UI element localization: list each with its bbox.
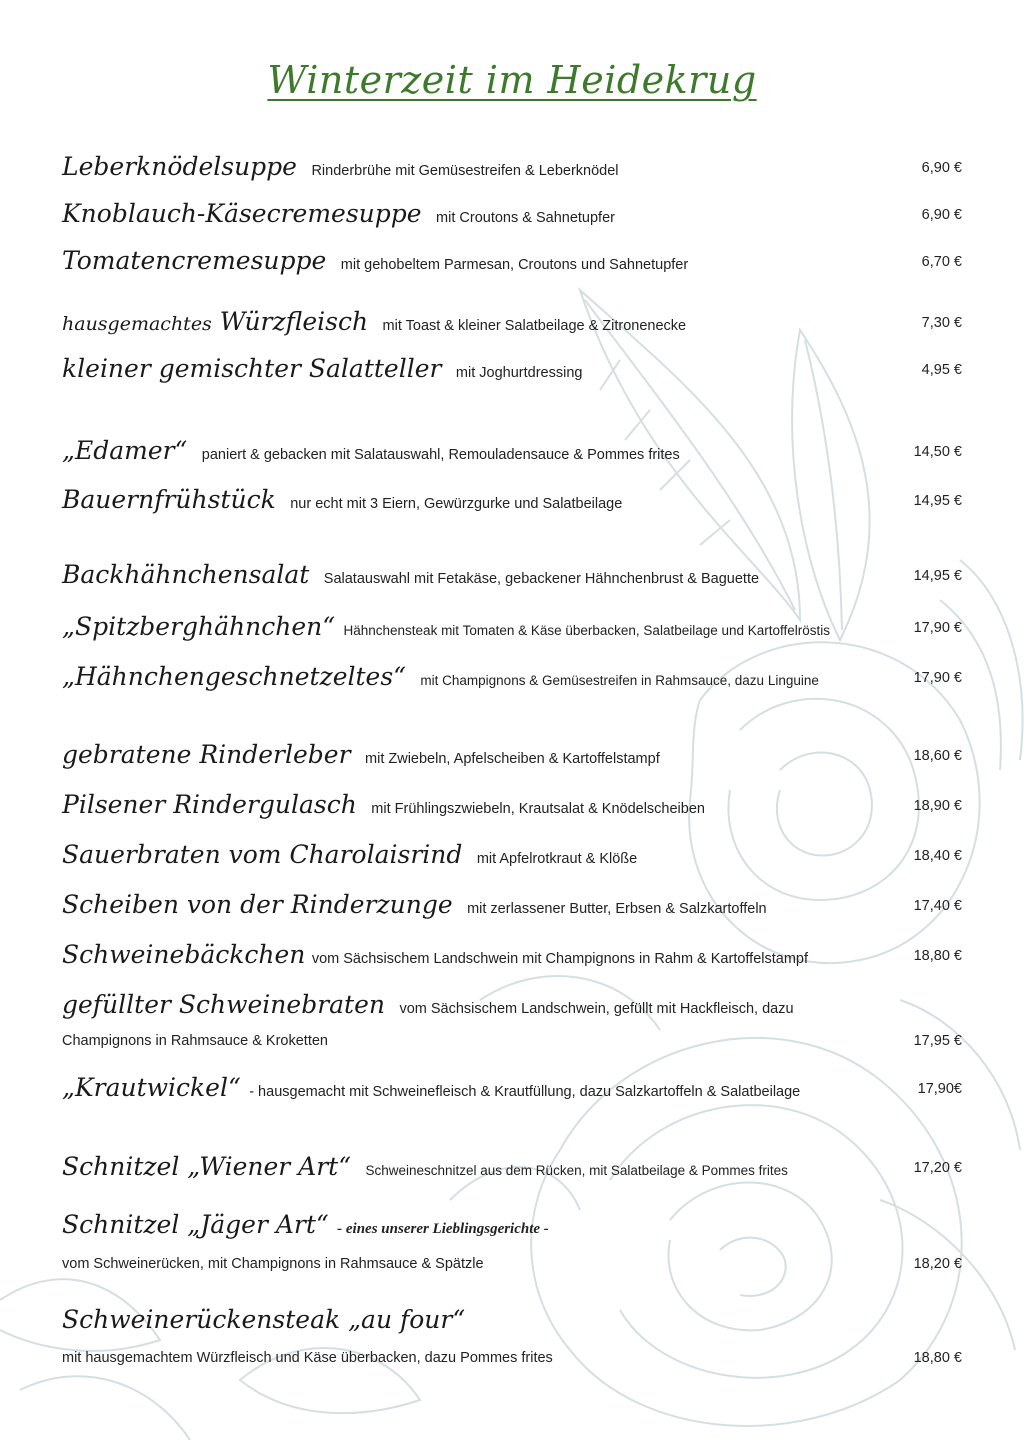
dish-name: Pilsener Rindergulasch xyxy=(62,790,357,819)
dish-price: 17,90 € xyxy=(913,620,962,636)
menu-item xyxy=(62,1210,962,1280)
dish-price: 18,60 € xyxy=(913,748,962,764)
dish-price: 6,70 € xyxy=(921,254,962,270)
dish-price: 18,40 € xyxy=(913,848,962,864)
dish-name: „Hähnchengeschnetzeltes“ xyxy=(62,662,406,691)
dish-description: mit Apfelrotkraut & Klöße xyxy=(476,851,638,867)
dish-name: Bauernfrühstück xyxy=(62,485,276,514)
dish-description: mit Croutons & Sahnetupfer xyxy=(436,210,615,226)
dish-description: Salatauswahl mit Fetakäse, gebackener Hähnchenbrust & Baguette xyxy=(323,571,760,587)
dish-price: 17,40 € xyxy=(913,898,962,914)
dish-price: 14,95 € xyxy=(913,493,962,509)
menu-item xyxy=(62,1305,962,1375)
menu-item xyxy=(62,485,962,514)
dish-price: 6,90 € xyxy=(921,207,962,223)
dish-name: gebratene Rinderleber xyxy=(62,740,351,769)
dish-description: mit Zwiebeln, Apfelscheiben & Kartoffelstampf xyxy=(365,751,660,767)
dish-name: Schnitzel „Wiener Art“ xyxy=(62,1152,352,1181)
dish-name: Leberknödelsuppe xyxy=(62,152,297,181)
dish-name: Backhähnchensalat xyxy=(62,560,310,589)
dish-price: 14,50 € xyxy=(913,444,962,460)
dish-name: „Edamer“ xyxy=(62,436,188,465)
dish-prefix: hausgemachtes xyxy=(62,313,212,335)
dish-name: Schweinebäckchen xyxy=(62,940,306,969)
dish-price: 18,20 € xyxy=(913,1256,962,1272)
dish-name: „Spitzberghähnchen“ xyxy=(62,612,336,641)
dish-price: 17,20 € xyxy=(913,1160,962,1176)
dish-description: paniert & gebacken mit Salatauswahl, Remouladensauce & Pommes frites xyxy=(201,447,680,463)
dish-price: 18,80 € xyxy=(913,1350,962,1366)
menu-item xyxy=(62,1073,962,1102)
dish-price: 6,90 € xyxy=(921,160,962,176)
dish-price: 17,90€ xyxy=(917,1081,962,1097)
dish-description: mit Frühlingszwiebeln, Krautsalat & Knödelscheiben xyxy=(371,801,705,817)
dish-price: 18,80 € xyxy=(913,948,962,964)
menu-item xyxy=(62,436,962,465)
dish-description: mit Champignons & Gemüsestreifen in Rahmsauce, dazu Linguine xyxy=(420,673,819,688)
menu-item xyxy=(62,940,962,969)
dish-price: 18,90 € xyxy=(913,798,962,814)
dish-price: 14,95 € xyxy=(913,568,962,584)
dish-description: mit Toast & kleiner Salatbeilage & Zitronenecke xyxy=(382,318,687,334)
dish-name: Scheiben von der Rinderzunge xyxy=(62,890,453,919)
dish-name: gefüllter Schweinebraten xyxy=(62,990,385,1019)
dish-description: mit gehobeltem Parmesan, Croutons und Sahnetupfer xyxy=(340,257,689,273)
dish-price: 4,95 € xyxy=(921,362,962,378)
dish-name: Schweinerückensteak „au four“ xyxy=(62,1305,466,1334)
dish-description: Rinderbrühe mit Gemüsestreifen & Leberknödel xyxy=(311,163,619,179)
page-title: Winterzeit im Heidekrug xyxy=(267,58,757,102)
dish-price: 17,95 € xyxy=(913,1033,962,1049)
dish-description-line2: vom Schweinerücken, mit Champignons in Rahmsauce & Spätzle xyxy=(62,1256,484,1272)
dish-price: 7,30 € xyxy=(921,315,962,331)
dish-name: kleiner gemischter Salatteller xyxy=(62,354,442,383)
menu-item xyxy=(62,307,962,336)
menu-item xyxy=(62,1152,962,1181)
menu-item xyxy=(62,790,962,819)
menu-item xyxy=(62,990,962,1060)
dish-tagline: - eines unserer Lieblingsgerichte - xyxy=(337,1221,549,1237)
menu-item xyxy=(62,199,962,228)
dish-description-line2: Champignons in Rahmsauce & Kroketten xyxy=(62,1033,328,1049)
dish-price: 17,90 € xyxy=(913,670,962,686)
dish-description: mit zerlassener Butter, Erbsen & Salzkartoffeln xyxy=(467,901,767,917)
dish-description: nur echt mit 3 Eiern, Gewürzgurke und Salatbeilage xyxy=(290,496,623,512)
dish-name: hausgemachtes Würzfleisch xyxy=(62,307,369,336)
menu-item xyxy=(62,152,962,181)
menu-item xyxy=(62,354,962,383)
dish-name: Tomatencremesuppe xyxy=(62,246,327,275)
dish-description: Hähnchensteak mit Tomaten & Käse überbacken, Salatbeilage und Kartoffelröstis xyxy=(343,623,831,638)
menu-item xyxy=(62,662,962,691)
dish-name: Schnitzel „Jäger Art“ xyxy=(62,1210,329,1239)
dish-description: vom Sächsischem Landschwein, gefüllt mit Hackfleisch, dazu xyxy=(399,1001,794,1017)
menu-item xyxy=(62,246,962,275)
dish-description-line2: mit hausgemachtem Würzfleisch und Käse überbacken, dazu Pommes frites xyxy=(62,1350,553,1366)
menu-item xyxy=(62,740,962,769)
dish-name: „Krautwickel“ xyxy=(62,1073,241,1102)
dish-name: Knoblauch-Käsecremesuppe xyxy=(62,199,422,228)
menu-item xyxy=(62,890,962,919)
menu-item xyxy=(62,840,962,869)
dish-description: mit Joghurtdressing xyxy=(455,365,583,381)
menu-item xyxy=(62,560,962,589)
dish-description: vom Sächsischem Landschwein mit Champignons in Rahm & Kartoffelstampf xyxy=(311,951,809,967)
dish-description: Schweineschnitzel aus dem Rücken, mit Salatbeilage & Pommes frites xyxy=(365,1163,788,1178)
dish-description: - hausgemacht mit Schweinefleisch & Krautfüllung, dazu Salzkartoffeln & Salatbeilage xyxy=(249,1084,801,1100)
menu-item xyxy=(62,612,962,641)
dish-name: Sauerbraten vom Charolaisrind xyxy=(62,840,463,869)
